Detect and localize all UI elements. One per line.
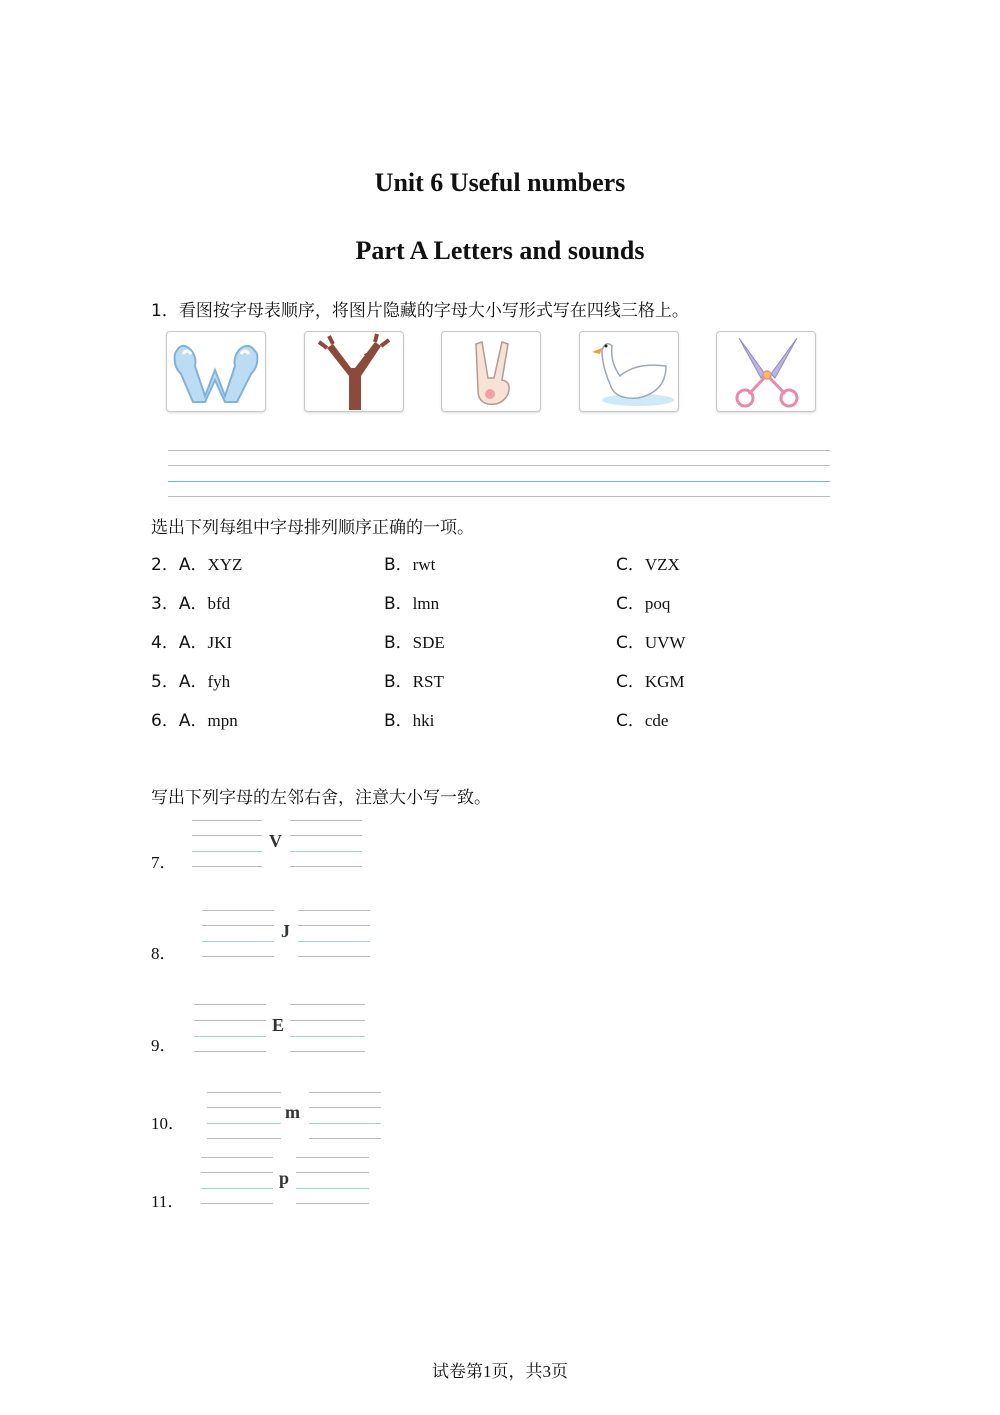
option-label: B． [384,555,413,575]
question-2-option-b[interactable] [384,550,435,575]
page-footer: 试卷第1页，共3页 [432,1362,568,1381]
q1-text: 看图按字母表顺序，将图片隐藏的字母大小写形式写在四线三格上。 [178,301,689,321]
question-3 [151,589,230,614]
swan-icon [579,331,679,412]
question-number: 4． [151,633,179,653]
item-8-letter: J [281,921,290,941]
question-number: 3． [151,594,179,614]
question-number: 5． [151,672,179,692]
section2-instruction: 选出下列每组中字母排列顺序正确的一项。 [151,518,474,538]
option-label: C． [616,672,645,692]
writing-guide-line-3 [168,481,830,482]
question-4-option-b[interactable] [384,628,445,653]
v-hand-icon [441,331,541,412]
option-label: A． [178,633,208,653]
option-c: KGM [644,672,685,691]
page-subtitle: Part A Letters and sounds [355,236,645,265]
option-a[interactable]: XYZ [207,555,243,574]
option-b: RST [412,672,444,691]
option-label: A． [178,555,208,575]
option-label: B． [384,672,413,692]
option-label: B． [384,594,413,614]
option-c: poq [644,594,671,613]
question-3-option-b[interactable] [384,589,439,614]
item-10-number: 10． [151,1114,185,1133]
question-5 [151,667,230,692]
q1-instruction [151,296,689,321]
option-label: C． [616,594,645,614]
option-label: C． [616,711,645,731]
question-number: 6． [151,711,179,731]
item-7-letter: V [269,831,282,851]
question-2-option-c[interactable] [616,550,680,575]
question-number: 2． [151,555,179,575]
item-7-number: 7． [151,853,177,872]
question-4 [151,628,232,653]
option-a[interactable]: fyh [207,672,231,691]
item-9-letter: E [272,1015,285,1035]
option-c: UVW [644,633,686,652]
question-5-option-c[interactable] [616,667,685,692]
option-a[interactable]: mpn [207,711,238,730]
tree-y-icon [304,331,404,412]
writing-guide-line-4 [168,496,830,497]
option-b: hki [412,711,435,730]
option-label: B． [384,711,413,731]
option-label: A． [178,711,208,731]
question-3-option-c[interactable] [616,589,670,614]
option-a[interactable]: bfd [207,594,231,613]
item-11-letter: p [279,1168,290,1188]
item-10-letter: m [285,1102,300,1122]
option-c: cde [644,711,669,730]
page-title: Unit 6 Useful numbers [374,168,626,197]
question-5-option-b[interactable] [384,667,444,692]
option-a[interactable]: JKI [207,633,233,652]
question-2 [151,550,242,575]
scissors-x-icon [716,331,816,412]
item-9-number: 9． [151,1036,177,1055]
item-8-number: 8． [151,944,177,963]
question-4-option-c[interactable] [616,628,685,653]
option-c: VZX [644,555,680,574]
question-6-option-c[interactable] [616,706,668,731]
section3-instruction: 写出下列字母的左邻右舍，注意大小写一致。 [151,788,491,808]
option-label: B． [384,633,413,653]
option-b: lmn [412,594,440,613]
option-label: A． [178,594,208,614]
option-b: SDE [412,633,445,652]
option-label: A． [178,672,208,692]
question-6-option-b[interactable] [384,706,434,731]
writing-guide-line-1 [168,450,830,451]
option-label: C． [616,555,645,575]
option-b: rwt [412,555,436,574]
q1-number: 1． [151,301,179,321]
option-label: C． [616,633,645,653]
writing-guide-line-2 [168,465,830,466]
item-11-number: 11． [151,1192,185,1211]
question-6 [151,706,238,731]
w-water-icon [166,331,266,412]
